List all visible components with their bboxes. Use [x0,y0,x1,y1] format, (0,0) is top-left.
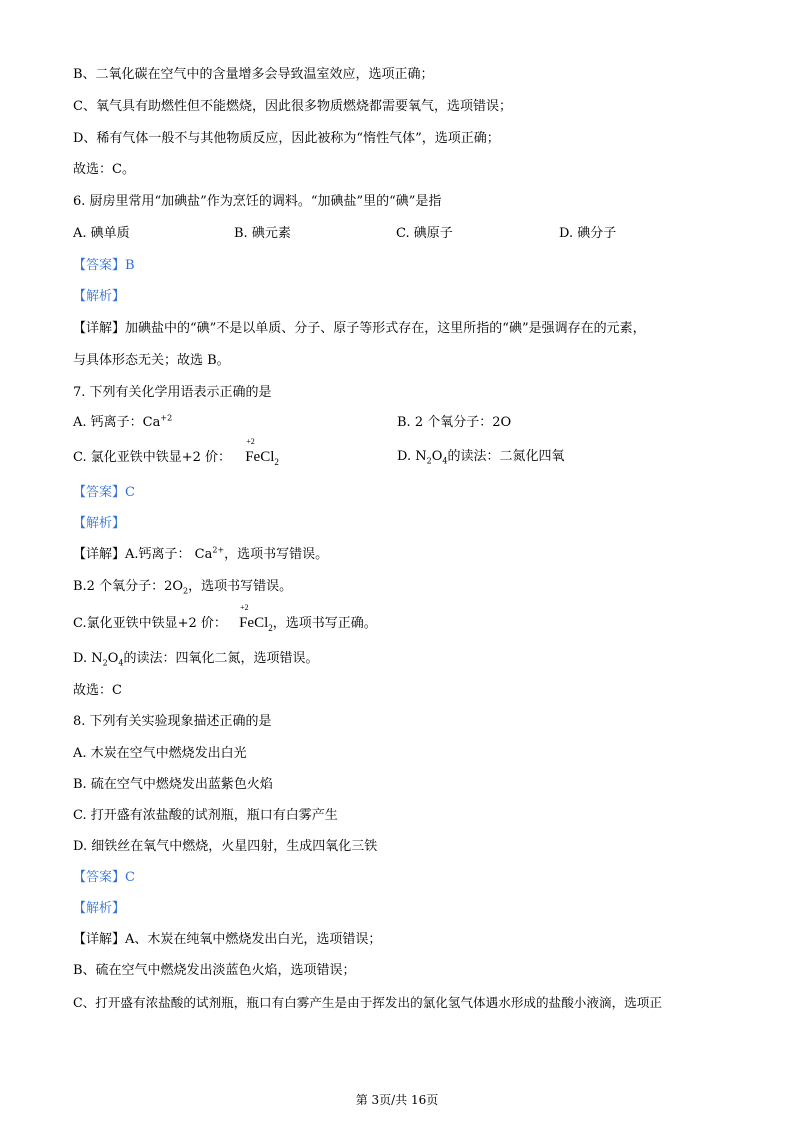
q8-detail-3: C、打开盛有浓盐酸的试剂瓶，瓶口有白雾产生是由于挥发出的氯化氢气体遇水形成的盐酸小液滴，选项正 [73,995,662,1010]
q7-option-c: C. 氯化亚铁中铁显+2 价： +2 FeCl$_2$ [73,448,279,471]
q8-analysis-heading: 【解析】 [73,901,126,916]
q7-answer: 【答案】C [73,485,135,500]
q6-option-d: D. 碘分子 [559,226,617,241]
q8-answer: 【答案】C [73,870,135,885]
q6-answer: 【答案】B [73,258,135,273]
q7-detail-1: 【详解】A.钙离子： $Ca^{2+}$，选项书写错误。 [73,545,329,562]
q7-detail-3: C.氯化亚铁中铁显+2 价： +2 FeCl$_2$，选项书写正确。 [73,614,377,637]
q7-option-d: D. $N_2O_4$的读法：二氮化四氧 [397,449,565,466]
q8-detail-2: B、硫在空气中燃烧发出淡蓝色火焰，选项错误； [73,963,356,978]
q7-analysis-heading: 【解析】 [73,516,126,531]
q7-option-a: A. 钙离子：$Ca^{+2}$ [73,413,173,430]
text-line: C、氧气具有助燃性但不能燃烧，因此很多物质燃烧都需要氧气，选项错误； [73,99,512,114]
text-line: 故选：C。 [73,162,135,177]
q7-detail-2: B.2 个氧分子：$2O_2$，选项书写错误。 [73,579,293,596]
question-8: 8. 下列有关实验现象描述正确的是 [73,714,272,729]
q6-option-c: C. 碘原子 [396,226,453,241]
text-line: D、稀有气体一般不与其他物质反应，因此被称为“惰性气体”，选项正确； [73,131,500,146]
q6-analysis-heading: 【解析】 [73,289,126,304]
q8-option-c: C. 打开盛有浓盐酸的试剂瓶，瓶口有白雾产生 [73,808,338,823]
q8-detail-1: 【详解】A、木炭在纯氧中燃烧发出白光，选项错误； [73,932,382,947]
q8-option-d: D. 细铁丝在氧气中燃烧，火星四射，生成四氧化三铁 [73,839,378,854]
page-footer: 第 3页/共 16页 [355,1093,439,1107]
q7-option-b: B. 2 个氧分子：2O [397,415,512,430]
fecl2-formula: +2 FeCl$_2$ [245,437,279,467]
q6-option-b: B. 碘元素 [234,226,291,241]
q6-option-a: A. 碘单质 [73,226,130,241]
q7-conclusion: 故选：C [73,683,122,698]
fecl2-formula: +2 FeCl$_2$ [239,603,273,633]
q6-detail-1: 【详解】加碘盐中的“碘”不是以单质、分子、原子等形式存在，这里所指的“碘”是强调存在的元素， [73,321,646,336]
q6-detail-2: 与具体形态无关；故选 B。 [73,353,230,368]
q7-detail-4: D. $N_2O_4$的读法：四氧化二氮，选项错误。 [73,651,319,668]
q8-option-b: B. 硫在空气中燃烧发出蓝紫色火焰 [73,777,273,792]
question-7: 7. 下列有关化学用语表示正确的是 [73,385,272,400]
question-6: 6. 厨房里常用“加碘盐”作为烹饪的调料。“加碘盐”里的“碘”是指 [73,194,442,209]
q8-option-a: A. 木炭在空气中燃烧发出白光 [73,746,247,761]
text-line: B、二氧化碳在空气中的含量增多会导致温室效应，选项正确； [73,67,434,82]
